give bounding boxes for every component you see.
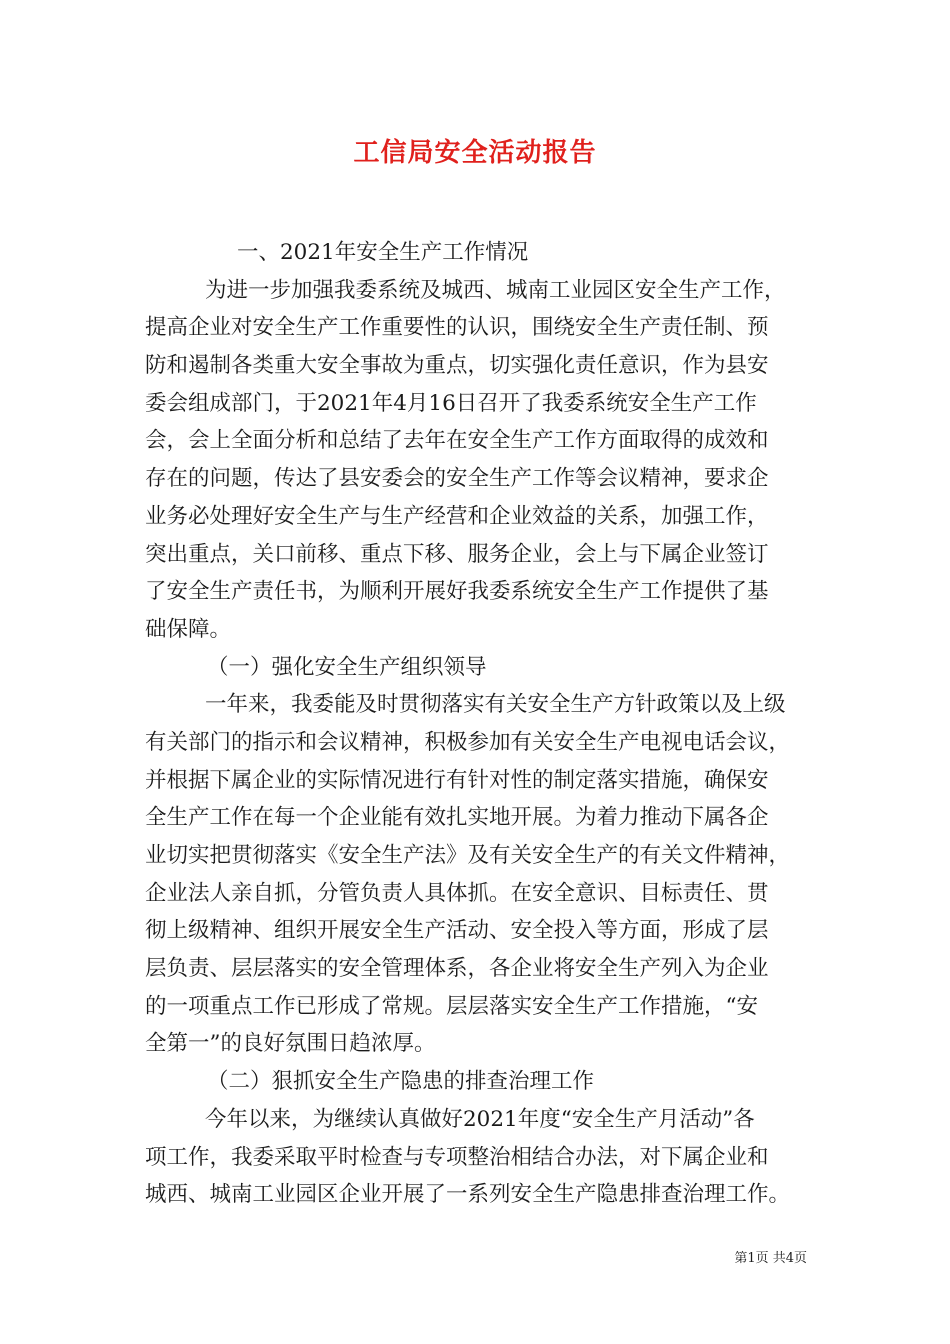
text-line: 业切实把贯彻落实《安全生产法》及有关安全生产的有关文件精神， bbox=[145, 843, 791, 868]
text-line: 存在的问题，传达了县安委会的安全生产工作等会议精神，要求企 bbox=[145, 466, 769, 492]
text-line: 会，会上全面分析和总结了去年在安全生产工作方面取得的成效和 bbox=[145, 428, 769, 454]
text-line: 的一项重点工作已形成了常规。层层落实安全生产工作措施，“安 bbox=[145, 993, 758, 1019]
text-line: 全第一”的良好氛围日趋浓厚。 bbox=[145, 1031, 436, 1057]
page-number: 第1页 共4页 bbox=[734, 1251, 807, 1266]
text-line: 城西、城南工业园区企业开展了一系列安全生产隐患排查治理工作。 bbox=[145, 1182, 791, 1208]
document-title: 工信局安全活动报告 bbox=[353, 138, 597, 168]
text-line: 业务必处理好安全生产与生产经营和企业效益的关系，加强工作， bbox=[145, 503, 769, 529]
text-line: 全生产工作在每一个企业能有效扎实地开展。为着力推动下属各企 bbox=[145, 805, 769, 831]
text-line: 并根据下属企业的实际情况进行有针对性的制定落实措施，确保安 bbox=[145, 767, 769, 793]
text-line: 企业法人亲自抓，分管负责人具体抓。在安全意识、目标责任、贯 bbox=[145, 880, 769, 906]
section-heading: 一、2021年安全生产工作情况 bbox=[237, 240, 529, 265]
text-line: 提高企业对安全生产工作重要性的认识，围绕安全生产责任制、预 bbox=[145, 315, 769, 341]
text-line: 防和遏制各类重大安全事故为重点，切实强化责任意识，作为县安 bbox=[145, 353, 769, 379]
section-heading: （一）强化安全生产组织领导 bbox=[207, 654, 487, 680]
text-line: 有关部门的指示和会议精神，积极参加有关安全生产电视电话会议， bbox=[145, 729, 791, 755]
text-line: 为进一步加强我委系统及城西、城南工业园区安全生产工作， bbox=[205, 277, 786, 303]
text-line: 层负责、层层落实的安全管理体系，各企业将安全生产列入为企业 bbox=[145, 956, 769, 982]
text-line: 突出重点，关口前移、重点下移、服务企业，会上与下属企业签订 bbox=[145, 541, 769, 567]
text-line: 委会组成部门，于2021年4月16日召开了我委系统安全生产工作 bbox=[145, 390, 757, 416]
text-line: 今年以来，为继续认真做好2021年度“安全生产月活动”各 bbox=[205, 1106, 755, 1132]
text-line: 础保障。 bbox=[145, 616, 232, 642]
text-line: 彻上级精神、组织开展安全生产活动、安全投入等方面，形成了层 bbox=[145, 918, 769, 944]
text-line: 了安全生产责任书，为顺利开展好我委系统安全生产工作提供了基 bbox=[145, 579, 769, 605]
text-line: 项工作，我委采取平时检查与专项整治相结合办法，对下属企业和 bbox=[145, 1144, 769, 1170]
text-line: 一年来，我委能及时贯彻落实有关安全生产方针政策以及上级 bbox=[205, 692, 786, 718]
section-heading: （二）狠抓安全生产隐患的排查治理工作 bbox=[207, 1069, 595, 1095]
document-body bbox=[145, 234, 810, 1214]
